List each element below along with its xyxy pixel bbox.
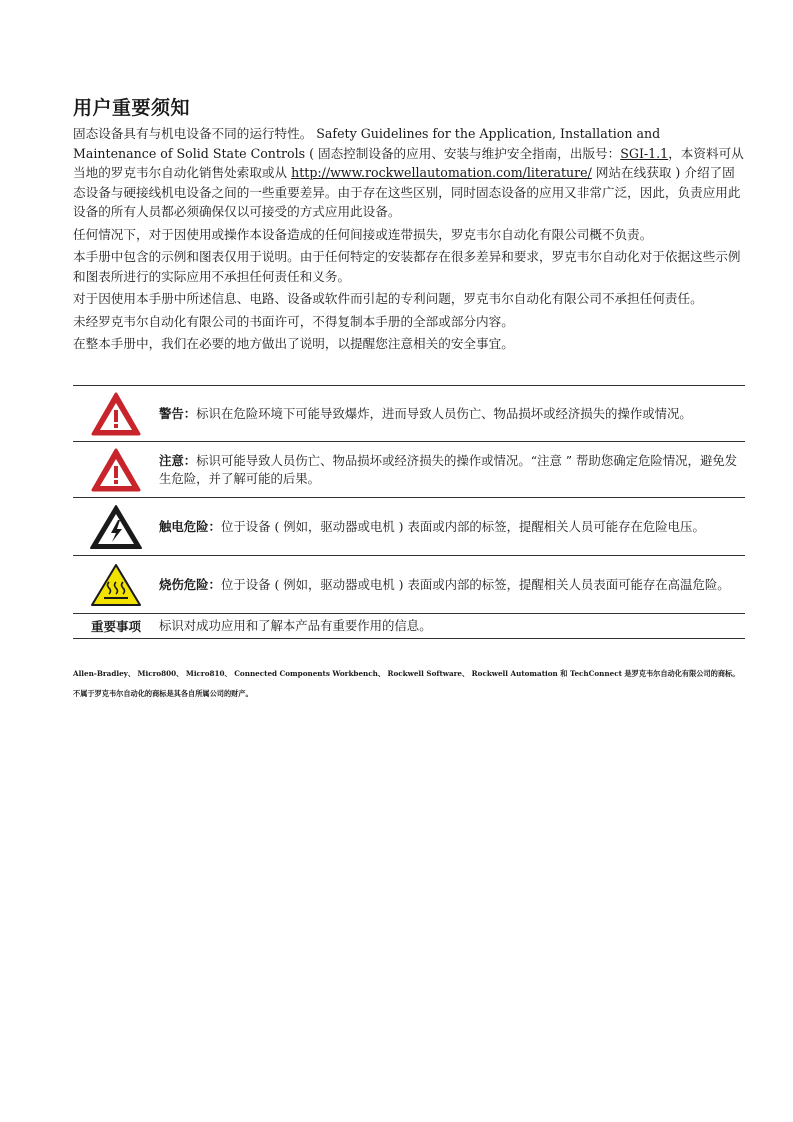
paragraph-patent: 对于因使用本手册中所述信息、电路、设备或软件而引起的专利问题，罗克韦尔自动化有限公司不承担任何责任。 — [73, 291, 703, 306]
electric-shock-icon — [88, 503, 144, 551]
notice-text: 位于设备 ( 例如，驱动器或电机 ) 表面或内部的标签，提醒相关人员表面可能存在高温危险。 — [220, 576, 730, 592]
notice-label: 触电危险： — [159, 518, 221, 534]
notice-row-burn — [73, 556, 745, 614]
notice-label: 注意： — [159, 452, 197, 468]
paragraph-reproduction: 未经罗克韦尔自动化有限公司的书面许可，不得复制本手册的全部或部分内容。 — [73, 313, 514, 329]
notice-text: 位于设备 ( 例如，驱动器或电机 ) 表面或内部的标签，提醒相关人员可能存在危险电压。 — [220, 518, 705, 534]
paragraph-safety-notes: 在整本手册中，我们在必要的地方做出了说明，以提醒您注意相关的安全事宜。 — [73, 336, 514, 351]
paragraph-text: 固态设备具有与机电设备不同的运行特性。 Safety Guidelines for the Application, Installation and Maintenance of Solid State Controls ( 固态控制设备的应用、安装与维护安全指南，出版号： — [73, 126, 661, 161]
important-label: 重要事项 — [73, 614, 159, 639]
paragraph-text: ，本资料可从当地的罗克韦尔自动化销售处索取或从 — [73, 145, 744, 180]
notice-text: 标识可能导致人员伤亡、物品损坏或经济损失的操作或情况。“注意 ” 帮助您确定危险情况，避免发生危险，并了解可能的后果。 — [159, 452, 738, 486]
important-text: 标识对成功应用和了解本产品有重要作用的信息。 — [159, 614, 745, 639]
literature-link[interactable]: http://www.rockwellautomation.com/literature/ — [291, 165, 592, 180]
warning-triangle-icon — [90, 391, 142, 437]
notice-row-attention — [73, 442, 745, 498]
trademark-note: Allen-Bradley、 Micro800、 Micro810、 Connected Components Workbench、 Rockwell Software、 Rockwell Automation 和 TechConnect 是罗克韦尔自动化有限公司的商标。 — [73, 669, 740, 678]
hot-surface-icon — [89, 562, 143, 608]
notice-row-warning — [73, 386, 745, 442]
paragraph-text: 网站在线获取 ) 介绍了固态设备与硬接线机电设备之间的一些重要差异。由于存在这些区别，同时固态设备的应用又非常广泛，因此，负责应用此设备的所有人员都必须确保仅以可接受的方式应用此设备。 — [73, 165, 741, 219]
attention-triangle-icon — [90, 447, 142, 493]
paragraph-solid-state — [73, 124, 745, 222]
body-text — [73, 124, 745, 357]
notice-row-important — [73, 614, 745, 639]
paragraph-examples: 本手册中包含的示例和图表仅用于说明。由于任何特定的安装都存在很多差异和要求，罗克韦尔自动化对于依据这些示例和图表所进行的实际应用不承担任何责任和义务。 — [73, 249, 741, 284]
notice-row-shock — [73, 498, 745, 556]
third-party-trademark-note: 不属于罗克韦尔自动化的商标是其各自所属公司的财产。 — [73, 689, 253, 698]
notice-label: 警告： — [159, 405, 197, 421]
paragraph-liability: 任何情况下，对于因使用或操作本设备造成的任何间接或连带损失，罗克韦尔自动化有限公司概不负责。 — [73, 226, 653, 242]
page-title: 用户重要须知 — [73, 97, 191, 119]
safety-notice-table — [73, 385, 745, 639]
notice-text: 标识在危险环境下可能导致爆炸，进而导致人员伤亡、物品损坏或经济损失的操作或情况。 — [196, 405, 692, 421]
sgi-link[interactable]: SGI-1.1 — [620, 145, 669, 161]
notice-label: 烧伤危险： — [159, 576, 221, 592]
